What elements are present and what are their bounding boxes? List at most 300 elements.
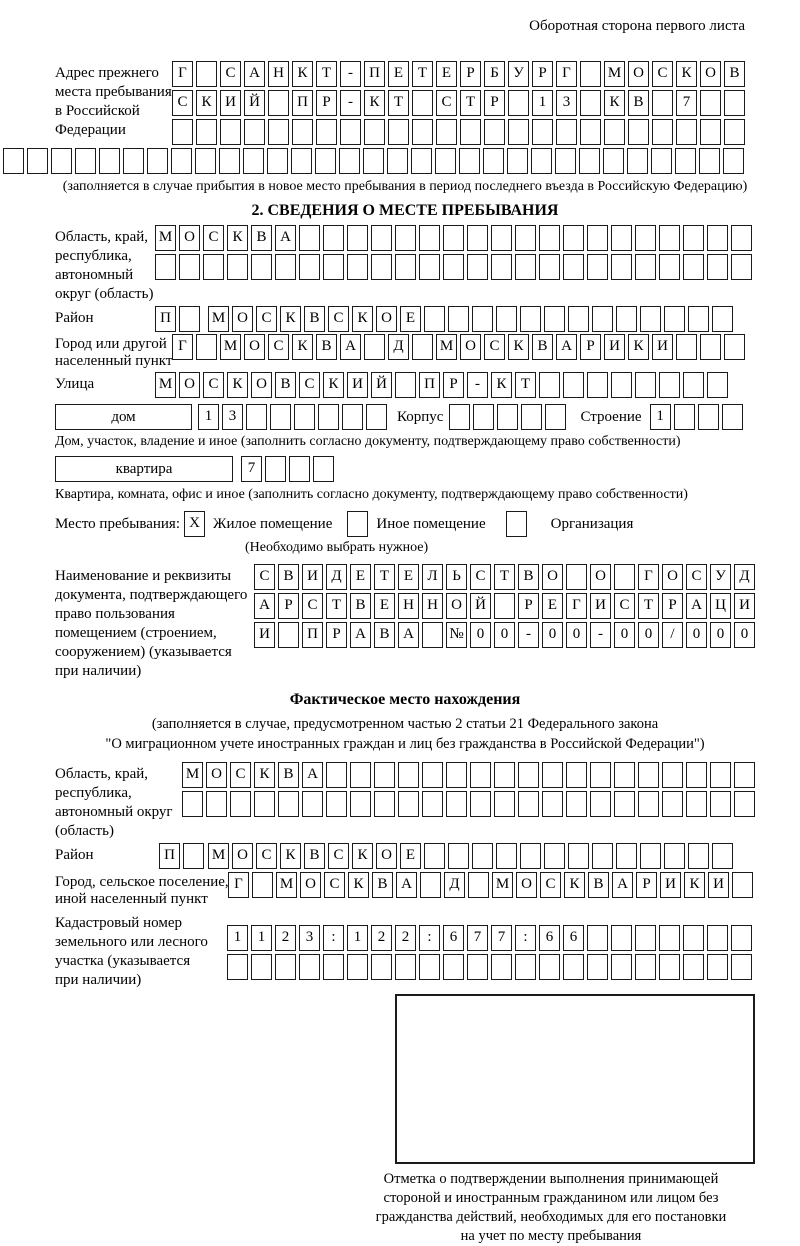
form-cell[interactable]: К: [364, 90, 385, 116]
form-cell[interactable]: М: [276, 872, 297, 898]
form-cell[interactable]: [123, 148, 144, 174]
form-cell[interactable]: [424, 843, 445, 869]
form-cell[interactable]: 0: [638, 622, 659, 648]
form-cell[interactable]: [299, 254, 320, 280]
form-cell[interactable]: 6: [539, 925, 560, 951]
form-cell[interactable]: К: [604, 90, 625, 116]
form-cell[interactable]: [724, 119, 745, 145]
form-cell[interactable]: С: [254, 564, 275, 590]
form-cell[interactable]: 2: [395, 925, 416, 951]
form-cell[interactable]: [521, 404, 542, 430]
form-cell[interactable]: 0: [710, 622, 731, 648]
form-cell[interactable]: 0: [686, 622, 707, 648]
form-cell[interactable]: Е: [374, 593, 395, 619]
form-cell[interactable]: [566, 762, 587, 788]
form-cell[interactable]: [395, 954, 416, 980]
form-cell[interactable]: [203, 254, 224, 280]
form-cell[interactable]: [723, 148, 744, 174]
form-cell[interactable]: [568, 306, 589, 332]
form-cell[interactable]: [371, 254, 392, 280]
form-cell[interactable]: С: [230, 762, 251, 788]
form-cell[interactable]: [611, 372, 632, 398]
form-cell[interactable]: О: [206, 762, 227, 788]
form-cell[interactable]: 7: [491, 925, 512, 951]
form-cell[interactable]: [635, 254, 656, 280]
form-cell[interactable]: [347, 225, 368, 251]
form-cell[interactable]: [227, 954, 248, 980]
form-cell[interactable]: С: [540, 872, 561, 898]
form-cell[interactable]: [182, 791, 203, 817]
form-cell[interactable]: [497, 404, 518, 430]
form-cell[interactable]: О: [300, 872, 321, 898]
form-cell[interactable]: Р: [316, 90, 337, 116]
form-cell[interactable]: Ц: [710, 593, 731, 619]
form-cell[interactable]: [707, 225, 728, 251]
form-cell[interactable]: В: [278, 564, 299, 590]
form-cell[interactable]: [299, 225, 320, 251]
form-cell[interactable]: Ь: [446, 564, 467, 590]
form-cell[interactable]: [686, 762, 707, 788]
form-cell[interactable]: [412, 119, 433, 145]
form-cell[interactable]: Р: [326, 622, 347, 648]
form-cell[interactable]: [278, 622, 299, 648]
form-cell[interactable]: [313, 456, 334, 482]
form-cell[interactable]: В: [724, 61, 745, 87]
form-cell[interactable]: [675, 148, 696, 174]
form-cell[interactable]: С: [324, 872, 345, 898]
form-cell[interactable]: [532, 119, 553, 145]
form-cell[interactable]: [422, 762, 443, 788]
form-cell[interactable]: Р: [518, 593, 539, 619]
form-cell[interactable]: [662, 791, 683, 817]
form-cell[interactable]: [206, 791, 227, 817]
form-cell[interactable]: [563, 954, 584, 980]
form-cell[interactable]: С: [203, 372, 224, 398]
form-cell[interactable]: [508, 90, 529, 116]
form-cell[interactable]: 0: [614, 622, 635, 648]
form-cell[interactable]: [614, 564, 635, 590]
form-cell[interactable]: О: [179, 225, 200, 251]
form-cell[interactable]: [246, 404, 267, 430]
form-cell[interactable]: П: [419, 372, 440, 398]
form-cell[interactable]: [611, 254, 632, 280]
form-cell[interactable]: М: [220, 334, 241, 360]
form-cell[interactable]: К: [196, 90, 217, 116]
form-cell[interactable]: И: [604, 334, 625, 360]
form-cell[interactable]: А: [275, 225, 296, 251]
form-cell[interactable]: [722, 404, 743, 430]
form-cell[interactable]: 0: [566, 622, 587, 648]
form-cell[interactable]: И: [708, 872, 729, 898]
form-cell[interactable]: [183, 843, 204, 869]
form-cell[interactable]: №: [446, 622, 467, 648]
organization-checkbox[interactable]: [506, 511, 527, 537]
form-cell[interactable]: [640, 306, 661, 332]
form-cell[interactable]: А: [396, 872, 417, 898]
form-cell[interactable]: 7: [676, 90, 697, 116]
form-cell[interactable]: Н: [268, 61, 289, 87]
form-cell[interactable]: [446, 791, 467, 817]
form-cell[interactable]: [731, 954, 752, 980]
form-cell[interactable]: [520, 306, 541, 332]
form-cell[interactable]: [724, 334, 745, 360]
form-cell[interactable]: [350, 762, 371, 788]
form-cell[interactable]: [640, 843, 661, 869]
form-cell[interactable]: В: [275, 372, 296, 398]
form-cell[interactable]: 0: [734, 622, 755, 648]
form-cell[interactable]: [491, 254, 512, 280]
form-cell[interactable]: [494, 791, 515, 817]
form-cell[interactable]: :: [323, 925, 344, 951]
form-cell[interactable]: С: [172, 90, 193, 116]
form-cell[interactable]: 7: [241, 456, 262, 482]
form-cell[interactable]: Н: [422, 593, 443, 619]
form-cell[interactable]: Б: [484, 61, 505, 87]
form-cell[interactable]: П: [159, 843, 180, 869]
form-cell[interactable]: [291, 148, 312, 174]
form-cell[interactable]: И: [347, 372, 368, 398]
form-cell[interactable]: Г: [556, 61, 577, 87]
form-cell[interactable]: [731, 925, 752, 951]
form-cell[interactable]: Е: [400, 843, 421, 869]
form-cell[interactable]: У: [508, 61, 529, 87]
form-cell[interactable]: И: [590, 593, 611, 619]
form-cell[interactable]: [460, 119, 481, 145]
form-cell[interactable]: [448, 306, 469, 332]
form-cell[interactable]: [590, 791, 611, 817]
form-cell[interactable]: [539, 954, 560, 980]
form-cell[interactable]: [664, 306, 685, 332]
form-cell[interactable]: О: [251, 372, 272, 398]
form-cell[interactable]: [227, 254, 248, 280]
form-cell[interactable]: [545, 404, 566, 430]
residential-checkbox[interactable]: X: [184, 511, 205, 537]
form-cell[interactable]: [676, 334, 697, 360]
form-cell[interactable]: [347, 254, 368, 280]
form-cell[interactable]: Т: [412, 61, 433, 87]
form-cell[interactable]: Р: [484, 90, 505, 116]
form-cell[interactable]: Е: [400, 306, 421, 332]
form-cell[interactable]: К: [508, 334, 529, 360]
form-cell[interactable]: К: [292, 334, 313, 360]
form-cell[interactable]: [659, 925, 680, 951]
form-cell[interactable]: [179, 306, 200, 332]
form-cell[interactable]: [299, 954, 320, 980]
form-cell[interactable]: [734, 762, 755, 788]
form-cell[interactable]: -: [518, 622, 539, 648]
form-cell[interactable]: [395, 254, 416, 280]
form-cell[interactable]: И: [652, 334, 673, 360]
form-cell[interactable]: М: [182, 762, 203, 788]
form-cell[interactable]: [467, 954, 488, 980]
form-cell[interactable]: [51, 148, 72, 174]
form-cell[interactable]: [316, 119, 337, 145]
form-cell[interactable]: [539, 372, 560, 398]
form-cell[interactable]: [275, 254, 296, 280]
form-cell[interactable]: [388, 119, 409, 145]
form-cell[interactable]: О: [376, 306, 397, 332]
form-cell[interactable]: К: [227, 372, 248, 398]
form-cell[interactable]: :: [419, 925, 440, 951]
form-cell[interactable]: [611, 225, 632, 251]
form-cell[interactable]: [707, 954, 728, 980]
form-cell[interactable]: [459, 148, 480, 174]
form-cell[interactable]: В: [588, 872, 609, 898]
form-cell[interactable]: Р: [460, 61, 481, 87]
form-cell[interactable]: Е: [398, 564, 419, 590]
form-cell[interactable]: [449, 404, 470, 430]
form-cell[interactable]: /: [662, 622, 683, 648]
form-cell[interactable]: [731, 254, 752, 280]
form-cell[interactable]: В: [316, 334, 337, 360]
form-cell[interactable]: [515, 254, 536, 280]
form-cell[interactable]: [323, 254, 344, 280]
form-cell[interactable]: [443, 254, 464, 280]
form-cell[interactable]: [686, 791, 707, 817]
form-cell[interactable]: [710, 791, 731, 817]
form-cell[interactable]: [688, 306, 709, 332]
form-cell[interactable]: [436, 119, 457, 145]
form-cell[interactable]: [179, 254, 200, 280]
form-cell[interactable]: [707, 254, 728, 280]
form-cell[interactable]: [467, 225, 488, 251]
form-cell[interactable]: [611, 925, 632, 951]
form-cell[interactable]: [515, 225, 536, 251]
form-cell[interactable]: [364, 334, 385, 360]
form-cell[interactable]: Г: [638, 564, 659, 590]
form-cell[interactable]: О: [662, 564, 683, 590]
form-cell[interactable]: [220, 119, 241, 145]
form-cell[interactable]: [611, 954, 632, 980]
form-cell[interactable]: [683, 954, 704, 980]
form-cell[interactable]: Т: [515, 372, 536, 398]
form-cell[interactable]: [707, 372, 728, 398]
form-cell[interactable]: К: [254, 762, 275, 788]
form-cell[interactable]: О: [700, 61, 721, 87]
form-cell[interactable]: [614, 762, 635, 788]
form-cell[interactable]: [254, 791, 275, 817]
form-cell[interactable]: К: [564, 872, 585, 898]
form-cell[interactable]: [491, 954, 512, 980]
form-cell[interactable]: [555, 148, 576, 174]
form-cell[interactable]: [566, 791, 587, 817]
form-cell[interactable]: [563, 372, 584, 398]
form-cell[interactable]: К: [323, 372, 344, 398]
form-cell[interactable]: 6: [563, 925, 584, 951]
form-cell[interactable]: О: [460, 334, 481, 360]
form-cell[interactable]: [683, 225, 704, 251]
form-cell[interactable]: [580, 61, 601, 87]
form-cell[interactable]: -: [340, 61, 361, 87]
form-cell[interactable]: [614, 791, 635, 817]
form-cell[interactable]: Й: [470, 593, 491, 619]
form-cell[interactable]: [724, 90, 745, 116]
form-cell[interactable]: [638, 762, 659, 788]
form-cell[interactable]: В: [251, 225, 272, 251]
form-cell[interactable]: [251, 254, 272, 280]
form-cell[interactable]: 0: [542, 622, 563, 648]
form-cell[interactable]: [302, 791, 323, 817]
form-cell[interactable]: -: [467, 372, 488, 398]
form-cell[interactable]: С: [256, 306, 277, 332]
form-cell[interactable]: [243, 148, 264, 174]
form-cell[interactable]: [339, 148, 360, 174]
form-cell[interactable]: [275, 954, 296, 980]
form-cell[interactable]: [443, 225, 464, 251]
form-cell[interactable]: [542, 762, 563, 788]
form-cell[interactable]: Т: [494, 564, 515, 590]
form-cell[interactable]: [700, 119, 721, 145]
form-cell[interactable]: [196, 334, 217, 360]
form-cell[interactable]: [422, 791, 443, 817]
form-cell[interactable]: О: [244, 334, 265, 360]
form-cell[interactable]: [342, 404, 363, 430]
form-cell[interactable]: [515, 954, 536, 980]
form-cell[interactable]: В: [374, 622, 395, 648]
form-cell[interactable]: [278, 791, 299, 817]
form-cell[interactable]: С: [302, 593, 323, 619]
form-cell[interactable]: В: [278, 762, 299, 788]
form-cell[interactable]: [371, 225, 392, 251]
form-cell[interactable]: М: [604, 61, 625, 87]
form-cell[interactable]: М: [492, 872, 513, 898]
form-cell[interactable]: [230, 791, 251, 817]
form-cell[interactable]: [700, 90, 721, 116]
form-cell[interactable]: [494, 762, 515, 788]
form-cell[interactable]: [350, 791, 371, 817]
form-cell[interactable]: [472, 843, 493, 869]
form-cell[interactable]: :: [515, 925, 536, 951]
form-cell[interactable]: О: [376, 843, 397, 869]
form-cell[interactable]: В: [304, 843, 325, 869]
form-cell[interactable]: [707, 925, 728, 951]
form-cell[interactable]: Н: [398, 593, 419, 619]
form-cell[interactable]: [27, 148, 48, 174]
form-cell[interactable]: В: [532, 334, 553, 360]
form-cell[interactable]: Р: [532, 61, 553, 87]
form-cell[interactable]: О: [232, 306, 253, 332]
form-cell[interactable]: А: [254, 593, 275, 619]
form-cell[interactable]: [412, 334, 433, 360]
form-cell[interactable]: [448, 843, 469, 869]
form-cell[interactable]: Е: [542, 593, 563, 619]
form-cell[interactable]: [494, 593, 515, 619]
form-cell[interactable]: [587, 225, 608, 251]
form-cell[interactable]: [662, 762, 683, 788]
form-cell[interactable]: 1: [347, 925, 368, 951]
form-cell[interactable]: 0: [470, 622, 491, 648]
form-cell[interactable]: [734, 791, 755, 817]
form-cell[interactable]: В: [304, 306, 325, 332]
form-cell[interactable]: [491, 225, 512, 251]
form-cell[interactable]: [371, 954, 392, 980]
form-cell[interactable]: В: [350, 593, 371, 619]
form-cell[interactable]: [580, 90, 601, 116]
form-cell[interactable]: С: [652, 61, 673, 87]
form-cell[interactable]: [268, 119, 289, 145]
form-cell[interactable]: [347, 954, 368, 980]
form-cell[interactable]: [171, 148, 192, 174]
form-cell[interactable]: [340, 119, 361, 145]
form-cell[interactable]: [172, 119, 193, 145]
form-cell[interactable]: 2: [371, 925, 392, 951]
form-cell[interactable]: [508, 119, 529, 145]
form-cell[interactable]: К: [352, 306, 373, 332]
form-cell[interactable]: [422, 622, 443, 648]
form-cell[interactable]: У: [710, 564, 731, 590]
form-cell[interactable]: 1: [227, 925, 248, 951]
form-cell[interactable]: [674, 404, 695, 430]
form-cell[interactable]: [419, 225, 440, 251]
form-cell[interactable]: 1: [532, 90, 553, 116]
form-cell[interactable]: [419, 254, 440, 280]
form-cell[interactable]: С: [220, 61, 241, 87]
form-cell[interactable]: [374, 791, 395, 817]
form-cell[interactable]: Д: [388, 334, 409, 360]
form-cell[interactable]: [419, 954, 440, 980]
form-cell[interactable]: А: [350, 622, 371, 648]
form-cell[interactable]: С: [436, 90, 457, 116]
form-cell[interactable]: [544, 306, 565, 332]
form-cell[interactable]: [580, 119, 601, 145]
form-cell[interactable]: О: [516, 872, 537, 898]
form-cell[interactable]: И: [302, 564, 323, 590]
form-cell[interactable]: [712, 306, 733, 332]
form-cell[interactable]: [323, 954, 344, 980]
form-cell[interactable]: Д: [734, 564, 755, 590]
form-cell[interactable]: С: [614, 593, 635, 619]
form-cell[interactable]: [374, 762, 395, 788]
form-cell[interactable]: [472, 306, 493, 332]
form-cell[interactable]: [411, 148, 432, 174]
form-cell[interactable]: Т: [326, 593, 347, 619]
form-cell[interactable]: [366, 404, 387, 430]
form-cell[interactable]: К: [280, 843, 301, 869]
form-cell[interactable]: Т: [460, 90, 481, 116]
form-cell[interactable]: [568, 843, 589, 869]
form-cell[interactable]: К: [280, 306, 301, 332]
form-cell[interactable]: [496, 843, 517, 869]
form-cell[interactable]: [659, 254, 680, 280]
form-cell[interactable]: [700, 334, 721, 360]
form-cell[interactable]: [196, 61, 217, 87]
form-cell[interactable]: [470, 762, 491, 788]
form-cell[interactable]: [387, 148, 408, 174]
form-cell[interactable]: [326, 762, 347, 788]
form-cell[interactable]: [539, 225, 560, 251]
form-cell[interactable]: [683, 372, 704, 398]
form-cell[interactable]: Д: [444, 872, 465, 898]
form-cell[interactable]: [398, 762, 419, 788]
form-cell[interactable]: [518, 791, 539, 817]
form-cell[interactable]: [75, 148, 96, 174]
apartment-type-box[interactable]: квартира: [55, 456, 233, 482]
form-cell[interactable]: -: [340, 90, 361, 116]
form-cell[interactable]: А: [302, 762, 323, 788]
form-cell[interactable]: [268, 90, 289, 116]
form-cell[interactable]: [267, 148, 288, 174]
form-cell[interactable]: 2: [275, 925, 296, 951]
form-cell[interactable]: [592, 843, 613, 869]
form-cell[interactable]: К: [348, 872, 369, 898]
form-cell[interactable]: Р: [443, 372, 464, 398]
form-cell[interactable]: М: [208, 843, 229, 869]
form-cell[interactable]: Е: [388, 61, 409, 87]
form-cell[interactable]: И: [660, 872, 681, 898]
form-cell[interactable]: [270, 404, 291, 430]
form-cell[interactable]: [638, 791, 659, 817]
form-cell[interactable]: [244, 119, 265, 145]
